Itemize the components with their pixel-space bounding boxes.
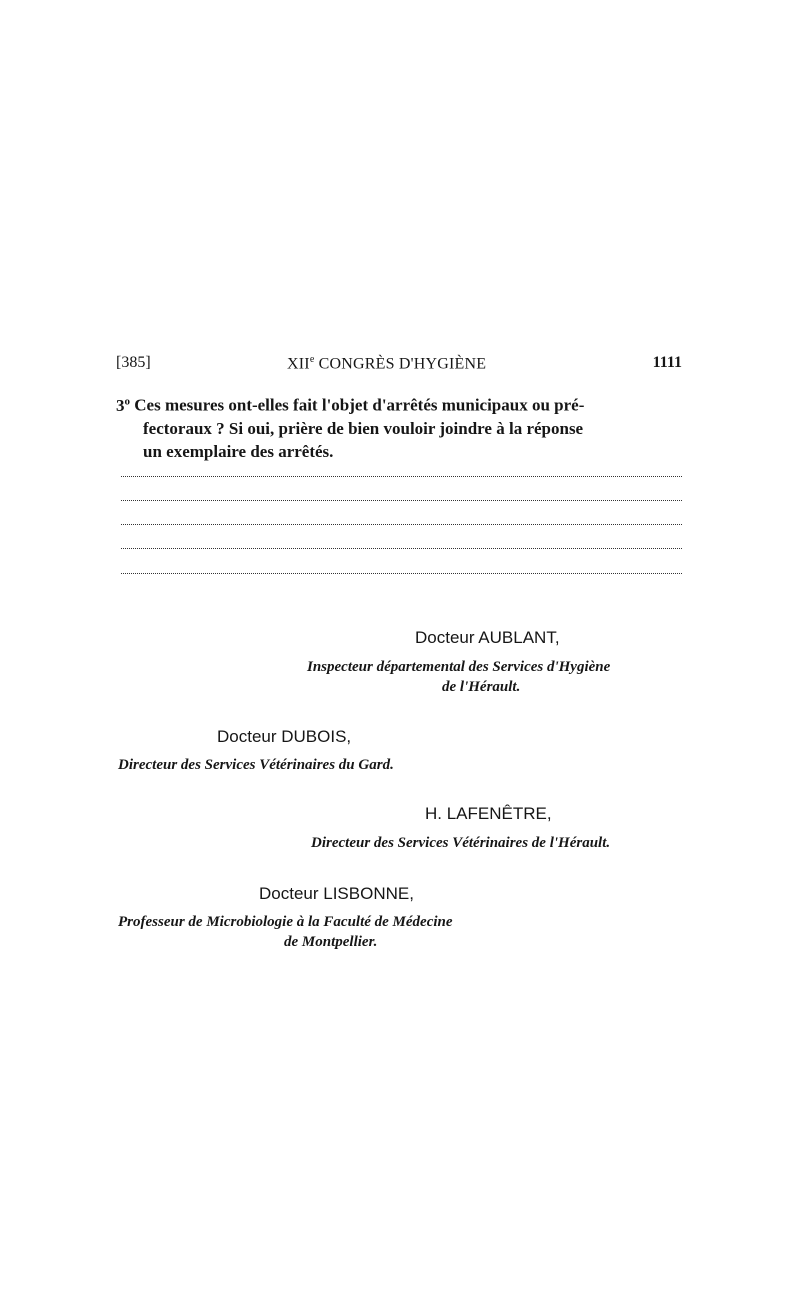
- signature-name-aublant: Docteur AUBLANT,: [415, 628, 560, 647]
- answer-line: [121, 476, 682, 477]
- signature-role-dubois: Directeur des Services Vétérinaires du Gard.: [118, 757, 394, 773]
- signature-role-lafenetre: Directeur des Services Vétérinaires de l'Hérault.: [311, 835, 611, 851]
- question-number-digit: 3: [116, 395, 125, 415]
- question-line-1: [116, 390, 686, 417]
- answer-line: [121, 573, 682, 574]
- signature-role-aublant-line-1: Inspecteur départemental des Services d'Hygiène: [307, 659, 611, 675]
- answer-line: [121, 500, 682, 501]
- question-text-line-1: Ces mesures ont-elles fait l'objet d'arrêtés municipaux ou pré-: [130, 395, 585, 415]
- running-title-superscript: e: [309, 354, 315, 365]
- signature-role-lisbonne-line-1: Professeur de Microbiologie à la Faculté de Médecine: [118, 914, 453, 930]
- question-3: [116, 390, 686, 463]
- signature-role-lisbonne-line-2: de Montpellier.: [284, 934, 378, 950]
- signature-name-lisbonne: Docteur LISBONNE,: [259, 884, 414, 903]
- page-header: [116, 354, 682, 376]
- answer-line: [121, 548, 682, 549]
- page-reference: [385]: [116, 354, 151, 371]
- running-title: [287, 354, 486, 373]
- question-text-line-3: un exemplaire des arrêtés.: [143, 441, 334, 461]
- signature-name-lafenetre: H. LAFENÊTRE,: [425, 804, 552, 823]
- question-number-superscript: o: [124, 395, 130, 407]
- question-number: [116, 396, 130, 415]
- running-title-rest: CONGRÈS D'HYGIÈNE: [314, 355, 487, 373]
- question-text-line-2: fectoraux ? Si oui, prière de bien vouloir joindre à la réponse: [143, 418, 584, 438]
- answer-line: [121, 524, 682, 525]
- signature-name-dubois: Docteur DUBOIS,: [217, 727, 352, 746]
- page-number: 1111: [652, 354, 682, 371]
- running-title-main: XII: [287, 355, 310, 373]
- signature-role-aublant-line-2: de l'Hérault.: [442, 679, 521, 695]
